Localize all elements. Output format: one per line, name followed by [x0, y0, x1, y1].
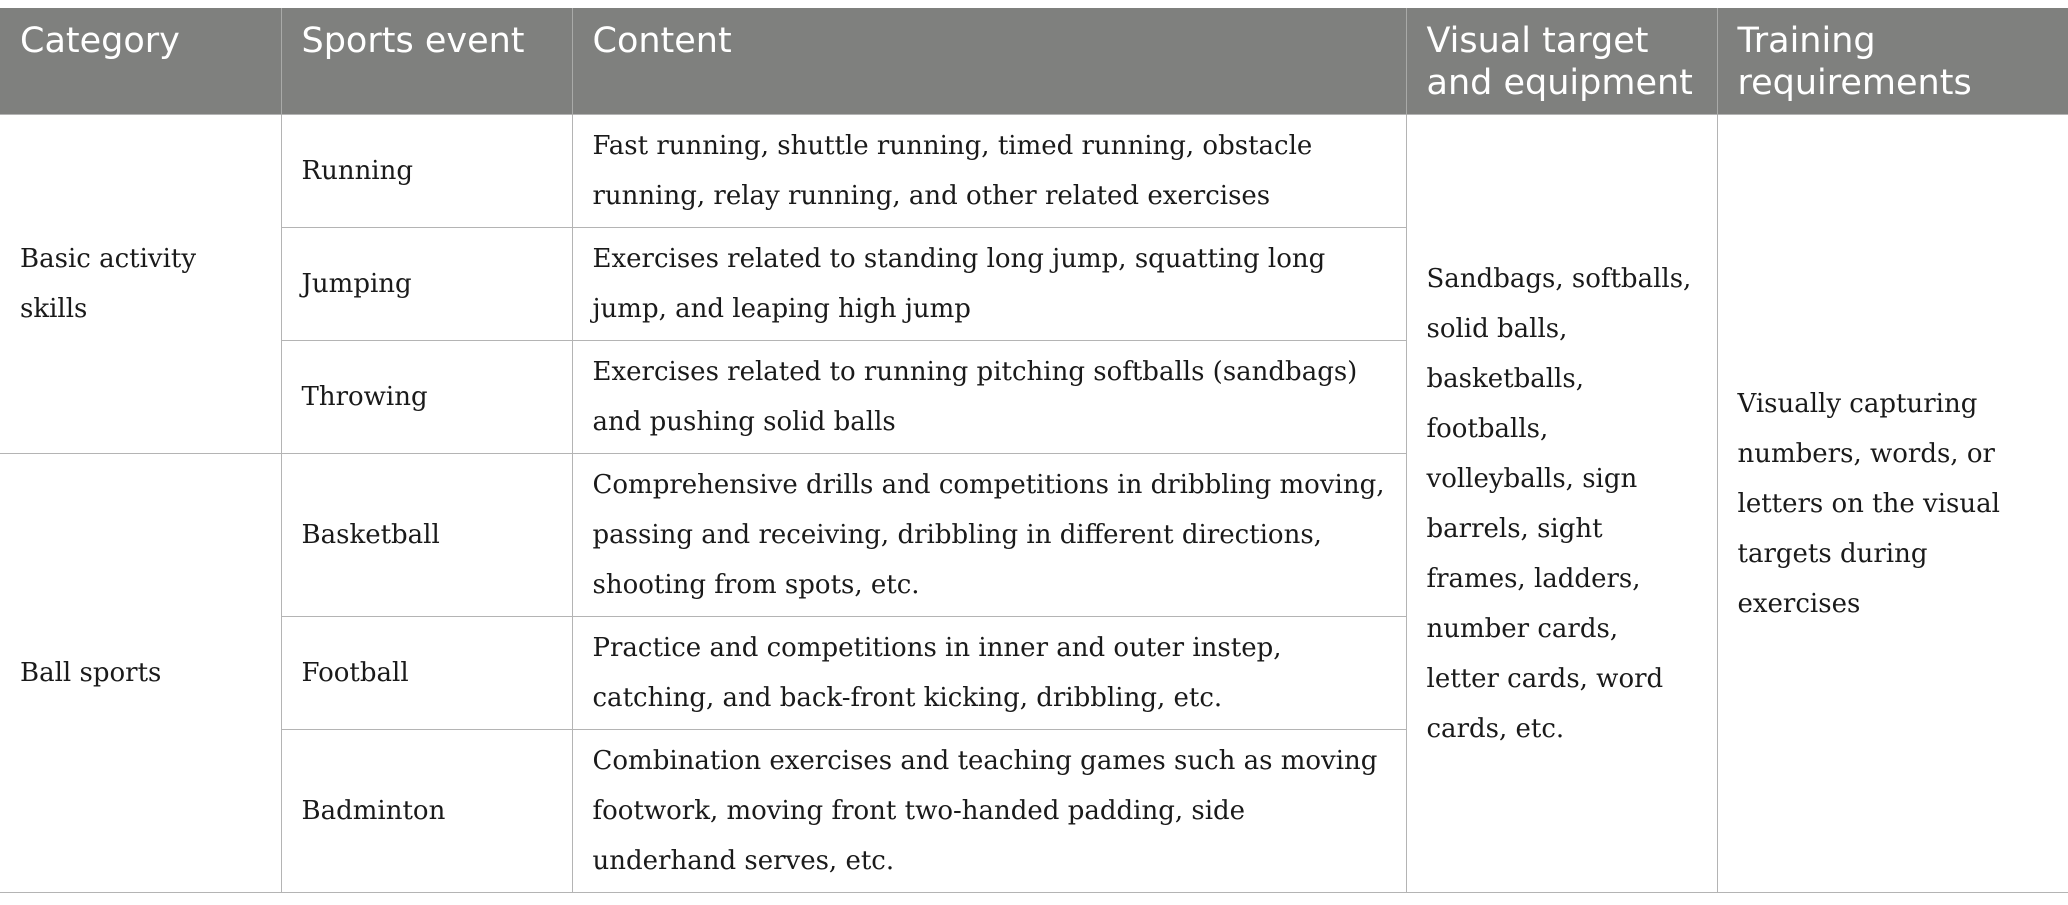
- training-content-table: [0, 8, 2068, 893]
- table-header: [0, 8, 2068, 115]
- training-content-table-wrapper: [0, 8, 2068, 893]
- content-cell: Comprehensive drills and competitions in dribbling moving, passing and receiving, dribbling in different directions, shooting from spots, etc.: [572, 454, 1406, 617]
- table-row: [0, 115, 2068, 228]
- header-visual-target: Visual target and equipment: [1406, 8, 1717, 115]
- training-requirements-cell: Visually capturing numbers, words, or letters on the visual targets during exercises: [1717, 115, 2068, 893]
- content-cell: Fast running, shuttle running, timed running, obstacle running, relay running, and other related exercises: [572, 115, 1406, 228]
- sports-event-cell: Football: [281, 617, 572, 730]
- content-cell: Combination exercises and teaching games such as moving footwork, moving front two-handed padding, side underhand serves, etc.: [572, 730, 1406, 893]
- content-cell: Exercises related to running pitching softballs (sandbags) and pushing solid balls: [572, 341, 1406, 454]
- category-cell: Ball sports: [0, 454, 281, 893]
- header-row: [0, 8, 2068, 115]
- category-cell: Basic activity skills: [0, 115, 281, 454]
- visual-target-cell: Sandbags, softballs, solid balls, basketballs, footballs, volleyballs, sign barrels, sight frames, ladders, number cards, letter cards, word cards, etc.: [1406, 115, 1717, 893]
- table-body: [0, 115, 2068, 893]
- sports-event-cell: Basketball: [281, 454, 572, 617]
- header-sports-event: Sports event: [281, 8, 572, 115]
- sports-event-cell: Jumping: [281, 228, 572, 341]
- content-cell: Exercises related to standing long jump, squatting long jump, and leaping high jump: [572, 228, 1406, 341]
- header-training-requirements: Training requirements: [1717, 8, 2068, 115]
- header-category: Category: [0, 8, 281, 115]
- header-content: Content: [572, 8, 1406, 115]
- content-cell: Practice and competitions in inner and outer instep, catching, and back-front kicking, dribbling, etc.: [572, 617, 1406, 730]
- sports-event-cell: Throwing: [281, 341, 572, 454]
- sports-event-cell: Badminton: [281, 730, 572, 893]
- sports-event-cell: Running: [281, 115, 572, 228]
